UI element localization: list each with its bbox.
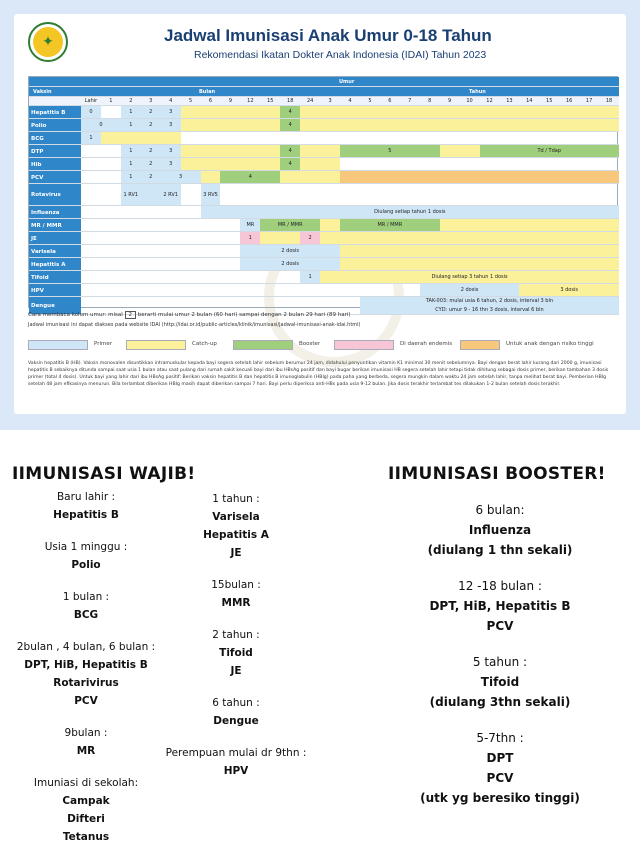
schedule-cell: 4: [280, 158, 300, 170]
legend-swatch-booster: [233, 340, 293, 350]
wajib-mid-label: 15bulan :: [211, 579, 261, 591]
schedule-cell: [300, 119, 619, 131]
table-row: [29, 206, 619, 219]
booster-group-0: [400, 500, 600, 560]
schedule-cell: 3 RV5: [201, 184, 221, 205]
schedule-cell: 1: [121, 119, 141, 131]
age-header-8: 12: [247, 98, 254, 104]
age-header-6: 6: [208, 98, 213, 104]
booster-column: [400, 500, 600, 824]
wajib-left-value: Polio: [71, 559, 101, 571]
booster-value: (diulang 3thn sekali): [429, 695, 571, 709]
wajib-mid-value: Tifoid: [219, 647, 253, 659]
schedule-cell: 2: [300, 232, 320, 244]
table-row: [29, 171, 619, 184]
schedule-cell: [320, 232, 619, 244]
wajib-left-group-3: [16, 638, 156, 710]
legend-swatch-primer: [28, 340, 88, 350]
legend-swatch-risiko: [460, 340, 500, 350]
schedule-cell: [300, 158, 340, 170]
vaccine-name-cell: [29, 145, 81, 157]
schedule-cell: 4: [280, 145, 300, 157]
schedule-cell: [320, 219, 340, 231]
age-header-18: 9: [448, 98, 452, 104]
schedule-cell: Diulang setiap tahun 1 dosis: [201, 206, 619, 218]
booster-value: (diulang 1 thn sekali): [427, 543, 573, 557]
age-header-0: Lahir: [84, 98, 98, 104]
table-row: [29, 245, 619, 258]
reading-note: Cara membaca kolom umur: misal 2 berarti mulai umur 2 bulan (60 hari) sampai dengan 2 bulan 29 hari (89 hari): [28, 312, 351, 318]
vaccine-name-cell: [29, 219, 81, 231]
wajib-left-label: Imuniasi di sekolah:: [33, 777, 139, 789]
wajib-left-label: Baru lahir :: [56, 491, 116, 503]
schedule-cell: [340, 171, 619, 183]
schedule-card: [14, 14, 626, 414]
wajib-mid-group-1: [158, 576, 314, 612]
header-umur: Umur: [339, 79, 355, 85]
vaccine-name: DTP: [31, 148, 44, 155]
age-header-13: 4: [348, 98, 352, 104]
wajib-left-label: 2bulan , 4 bulan, 6 bulan :: [16, 641, 156, 653]
wajib-left-label: Usia 1 minggu :: [44, 541, 128, 553]
schedule-cell: [340, 245, 619, 257]
wajib-title: IIMUNISASI WAJIB!: [12, 464, 196, 484]
table-row: [29, 158, 619, 171]
age-header-5: 5: [188, 98, 193, 104]
schedule-cell: 1: [300, 271, 320, 283]
vaccine-name: Polio: [31, 122, 47, 129]
schedule-cell: 2: [141, 145, 161, 157]
wajib-left-value: Tetanus: [62, 831, 110, 843]
vaccine-name: Influenza: [31, 209, 60, 216]
age-header-23: 15: [546, 98, 553, 104]
wajib-left-group-2: [16, 588, 156, 624]
booster-label: 6 bulan:: [475, 503, 525, 517]
age-header-10: 18: [287, 98, 294, 104]
wajib-mid-value: HPV: [223, 765, 249, 777]
booster-group-2: [400, 652, 600, 712]
schedule-cell: MR / MMR: [260, 219, 320, 231]
age-header-21: 13: [506, 98, 513, 104]
age-header-2: 2: [129, 98, 133, 104]
legend-label-booster: Booster: [299, 341, 321, 347]
schedule-cell: 3: [161, 145, 181, 157]
wajib-left-value: DPT, HiB, Hepatitis B: [24, 659, 148, 671]
wajib-left-value: PCV: [74, 695, 98, 707]
schedule-cell: 3: [161, 119, 181, 131]
schedule-cell: [181, 106, 281, 118]
legend-swatch-endemis: [334, 340, 394, 350]
wajib-mid-group-4: [158, 744, 314, 780]
schedule-title: Jadwal Imunisasi Anak Umur 0-18 Tahun: [164, 26, 492, 45]
schedule-subtitle: Rekomendasi Ikatan Dokter Anak Indonesia (IDAI) Tahun 2023: [194, 49, 487, 61]
vaccine-name-cell: [29, 271, 81, 283]
age-header-24: 16: [565, 98, 573, 104]
schedule-cell: 3: [161, 171, 201, 183]
schedule-cell: [360, 297, 619, 314]
dengue-tak-text: TAK-003: mulai usia 6 tahun, 2 dosis, interval 3 bln: [425, 298, 554, 304]
schedule-cell: MR: [240, 219, 260, 231]
table-header-umur: [29, 77, 619, 87]
age-header-9: 15: [267, 98, 274, 104]
wajib-left-column: [16, 488, 156, 860]
schedule-cell: 2: [141, 158, 161, 170]
age-header-7: 9: [228, 98, 233, 104]
vaccine-name: HPV: [31, 287, 44, 294]
age-header-19: 10: [466, 98, 473, 104]
vaccine-name: Rotavirus: [31, 192, 61, 198]
table-row: [29, 119, 619, 132]
legend-swatch-catchup: [126, 340, 186, 350]
legend-label-risiko: Untuk anak dengan risiko tinggi: [506, 341, 594, 347]
vaccine-name: PCV: [31, 174, 44, 181]
booster-label: 5-7thn :: [476, 731, 524, 745]
wajib-mid-value: Varisela: [212, 511, 260, 523]
schedule-cell: 1: [121, 106, 141, 118]
booster-label: 12 -18 bulan :: [458, 579, 542, 593]
vaccine-name: BCG: [31, 135, 44, 142]
vaccine-name-cell: [29, 206, 81, 218]
age-header-14: 5: [368, 98, 372, 104]
age-header-20: 12: [486, 98, 493, 104]
schedule-cell: 1: [121, 145, 141, 157]
vaccine-name: Hepatitis A: [31, 261, 66, 268]
schedule-cell: 3: [161, 158, 181, 170]
vaccine-name-cell: [29, 106, 81, 118]
booster-group-1: [400, 576, 600, 636]
schedule-cell: [440, 145, 480, 157]
schedule-cell: 0: [81, 119, 121, 131]
schedule-cell: [101, 132, 181, 144]
age-header-4: 4: [169, 98, 173, 104]
schedule-cell: 2 dosis: [420, 284, 520, 296]
schedule-table: [28, 76, 618, 313]
schedule-cell: 4: [220, 171, 280, 183]
wajib-mid-group-3: [158, 694, 314, 730]
schedule-cell: 5: [340, 145, 440, 157]
table-header-ages: [29, 97, 619, 106]
schedule-cell: 2: [141, 106, 161, 118]
wajib-left-value: Hepatitis B: [53, 509, 119, 521]
vaccine-name: JE: [31, 235, 37, 242]
wajib-left-group-4: [16, 724, 156, 760]
wajib-left-value: Rotarivirus: [53, 677, 119, 689]
schedule-cell: [141, 184, 161, 205]
wajib-mid-value: JE: [230, 547, 242, 559]
schedule-cell: [181, 119, 281, 131]
schedule-cell: 4: [280, 119, 300, 131]
wajib-mid-label: 6 tahun :: [212, 697, 260, 709]
idai-logo-icon: ✦: [28, 22, 68, 62]
table-row: [29, 284, 619, 297]
table-row: [29, 271, 619, 284]
booster-value: Influenza: [468, 523, 532, 537]
booster-value: DPT: [486, 751, 514, 765]
wajib-left-value: BCG: [73, 609, 99, 621]
schedule-cell: 3: [161, 106, 181, 118]
schedule-cell: 1: [240, 232, 260, 244]
schedule-cell: 0: [81, 106, 101, 118]
table-row: [29, 132, 619, 145]
vaccine-name: Hepatitis B: [31, 109, 66, 116]
legend-label-primer: Primer: [94, 341, 113, 347]
schedule-cell: 2: [141, 119, 161, 131]
wajib-mid-value: MMR: [221, 597, 251, 609]
wajib-mid-label: 1 tahun :: [212, 493, 260, 505]
schedule-cell: 2 dosis: [240, 258, 340, 270]
wajib-left-label: 1 bulan :: [62, 591, 110, 603]
schedule-cell: [181, 145, 281, 157]
schedule-cell: [280, 171, 340, 183]
wajib-mid-value: JE: [230, 665, 242, 677]
wajib-mid-value: Dengue: [213, 715, 259, 727]
schedule-cell: 1: [121, 171, 141, 183]
booster-value: PCV: [486, 771, 514, 785]
wajib-left-group-0: [16, 488, 156, 524]
table-row: [29, 184, 619, 206]
booster-value: PCV: [486, 619, 514, 633]
booster-label: 5 tahun :: [472, 655, 528, 669]
vaccine-name: Hib: [31, 161, 42, 168]
vaccine-name-cell: [29, 171, 81, 183]
legend-label-catchup: Catch-up: [192, 341, 217, 347]
vaccine-name-cell: [29, 119, 81, 131]
schedule-cell: 1 RV1: [121, 184, 141, 205]
wajib-left-value: Difteri: [67, 813, 105, 825]
table-row: [29, 106, 619, 119]
vaccine-name: Tifoid: [31, 274, 49, 281]
schedule-cell: MR / MMR: [340, 219, 440, 231]
vaccine-name-cell: [29, 184, 81, 205]
schedule-cell: [300, 106, 619, 118]
age-header-16: 7: [408, 98, 412, 104]
vaccine-name-cell: [29, 258, 81, 270]
age-header-22: 14: [526, 98, 533, 104]
schedule-cell: 3 dosis: [519, 284, 619, 296]
header-tahun: Tahun: [469, 89, 486, 95]
table-header-unit: [29, 87, 619, 97]
schedule-cell: 1: [121, 158, 141, 170]
wajib-mid-label: Perempuan mulai dr 9thn :: [165, 747, 307, 759]
table-row: [29, 258, 619, 271]
age-header-15: 6: [388, 98, 392, 104]
wajib-left-value: Campak: [62, 795, 110, 807]
booster-value: DPT, HiB, Hepatitis B: [429, 599, 571, 613]
booster-value: Tifoid: [480, 675, 520, 689]
vaccine-name: MR / MMR: [31, 222, 62, 229]
header-vaksin: Vaksin: [33, 89, 52, 95]
booster-value: (utk yg beresiko tinggi): [420, 791, 580, 805]
schedule-cell: 2 dosis: [240, 245, 340, 257]
age-header-26: 18: [605, 98, 613, 104]
access-note: Jadwal imunisasi ini dapat diakses pada website IDAI (http://idai.or.id/public-articles/klinik/imunisasi/jadwal-imunisasi-anak-idai.html): [28, 322, 361, 328]
legend-label-endemis: Di daerah endemis: [400, 341, 453, 347]
vaccine-name-cell: [29, 232, 81, 244]
dengue-cyd-text: CYD: umur 9 - 16 thn 3 dosis, interval 6 bln: [435, 307, 544, 313]
wajib-mid-group-2: [158, 626, 314, 680]
wajib-mid-value: Hepatitis A: [203, 529, 269, 541]
schedule-cell: Diulang setiap 3 tahun 1 dosis: [320, 271, 619, 283]
age-header-1: 1: [109, 98, 113, 104]
wajib-mid-column: [158, 490, 314, 794]
vaccine-name-cell: [29, 132, 81, 144]
wajib-mid-label: 2 tahun :: [212, 629, 260, 641]
age-header-3: 3: [149, 98, 153, 104]
schedule-cell: [340, 258, 619, 270]
age-header-11: 24: [306, 98, 314, 104]
vaccine-name-cell: [29, 245, 81, 257]
age-header-17: 8: [428, 98, 432, 104]
schedule-cell: [201, 171, 221, 183]
wajib-left-group-5: [16, 774, 156, 846]
schedule-cell: [181, 158, 281, 170]
legend: [28, 336, 618, 354]
booster-group-3: [400, 728, 600, 808]
schedule-cell: [300, 145, 340, 157]
schedule-cell: 2 RV1: [161, 184, 181, 205]
schedule-cell: 2: [141, 171, 161, 183]
schedule-cell: 1: [81, 132, 101, 144]
schedule-cell: [260, 232, 300, 244]
wajib-left-group-1: [16, 538, 156, 574]
table-row: [29, 219, 619, 232]
age-header-25: 17: [585, 98, 593, 104]
age-header-12: 3: [328, 98, 332, 104]
schedule-cell: [440, 219, 619, 231]
table-row: [29, 145, 619, 158]
vaccine-name-cell: [29, 284, 81, 296]
vaccine-name-cell: [29, 158, 81, 170]
hepb-footnote: Vaksin hepatitis B (HB). Vaksin monovalen disuntikkan intramuskular kepada bayi segera setelah lahir sebelum berumur 24 jam, didahului penyuntikan vitamin K1 minimal 30 menit sebelumnya. Bayi dengan berat lahir kurang dari 2000 g, imunisasi hepatitis B sebaiknya ditunda sampai saat usia 1 bulan atau saat pulang dari rumah sakit kecuali bayi dari ibu HBsAg positif dan bayi bugar berikan imunisasi HB segera setelah lahir tetapi tidak dihitung sebagai dosis primer, berikan tambahan 3 dosis primer (total 4 dosis). Untuk bayi yang lahir dari ibu HBsAg positif: Berikan vaksin hepatitis B dan hepatitis B imunoglobulin (HBIg) pada paha yang berbeda, segera mungkin dalam waktu 24 jam setelah lahir, tanpa melihat berat bayi. Pemberian HBIg setelah 48 jam efikasinya menurun. Bila terlambat diberikan HBIg masih dapat diberikan sampai 7 hari. Bayi perlu diperiksa anti-HBs pada usia 9-12 bulan. Jika dosis terakhir terlambat tes dilakukan 1-2 bulan setelah dosis terakhir.: [28, 361, 609, 387]
wajib-left-value: MR: [76, 745, 96, 757]
booster-title: IIMUNISASI BOOSTER!: [388, 464, 606, 484]
schedule-cell: Td / Tdap: [480, 145, 619, 157]
schedule-cell: 4: [280, 106, 300, 118]
vaccine-name: Dengue: [31, 303, 55, 309]
wajib-left-label: 9bulan :: [64, 727, 108, 739]
table-row: [29, 232, 619, 245]
vaccine-name: Varisela: [31, 248, 56, 255]
wajib-mid-group-0: [158, 490, 314, 562]
header-bulan: Bulan: [199, 89, 216, 95]
